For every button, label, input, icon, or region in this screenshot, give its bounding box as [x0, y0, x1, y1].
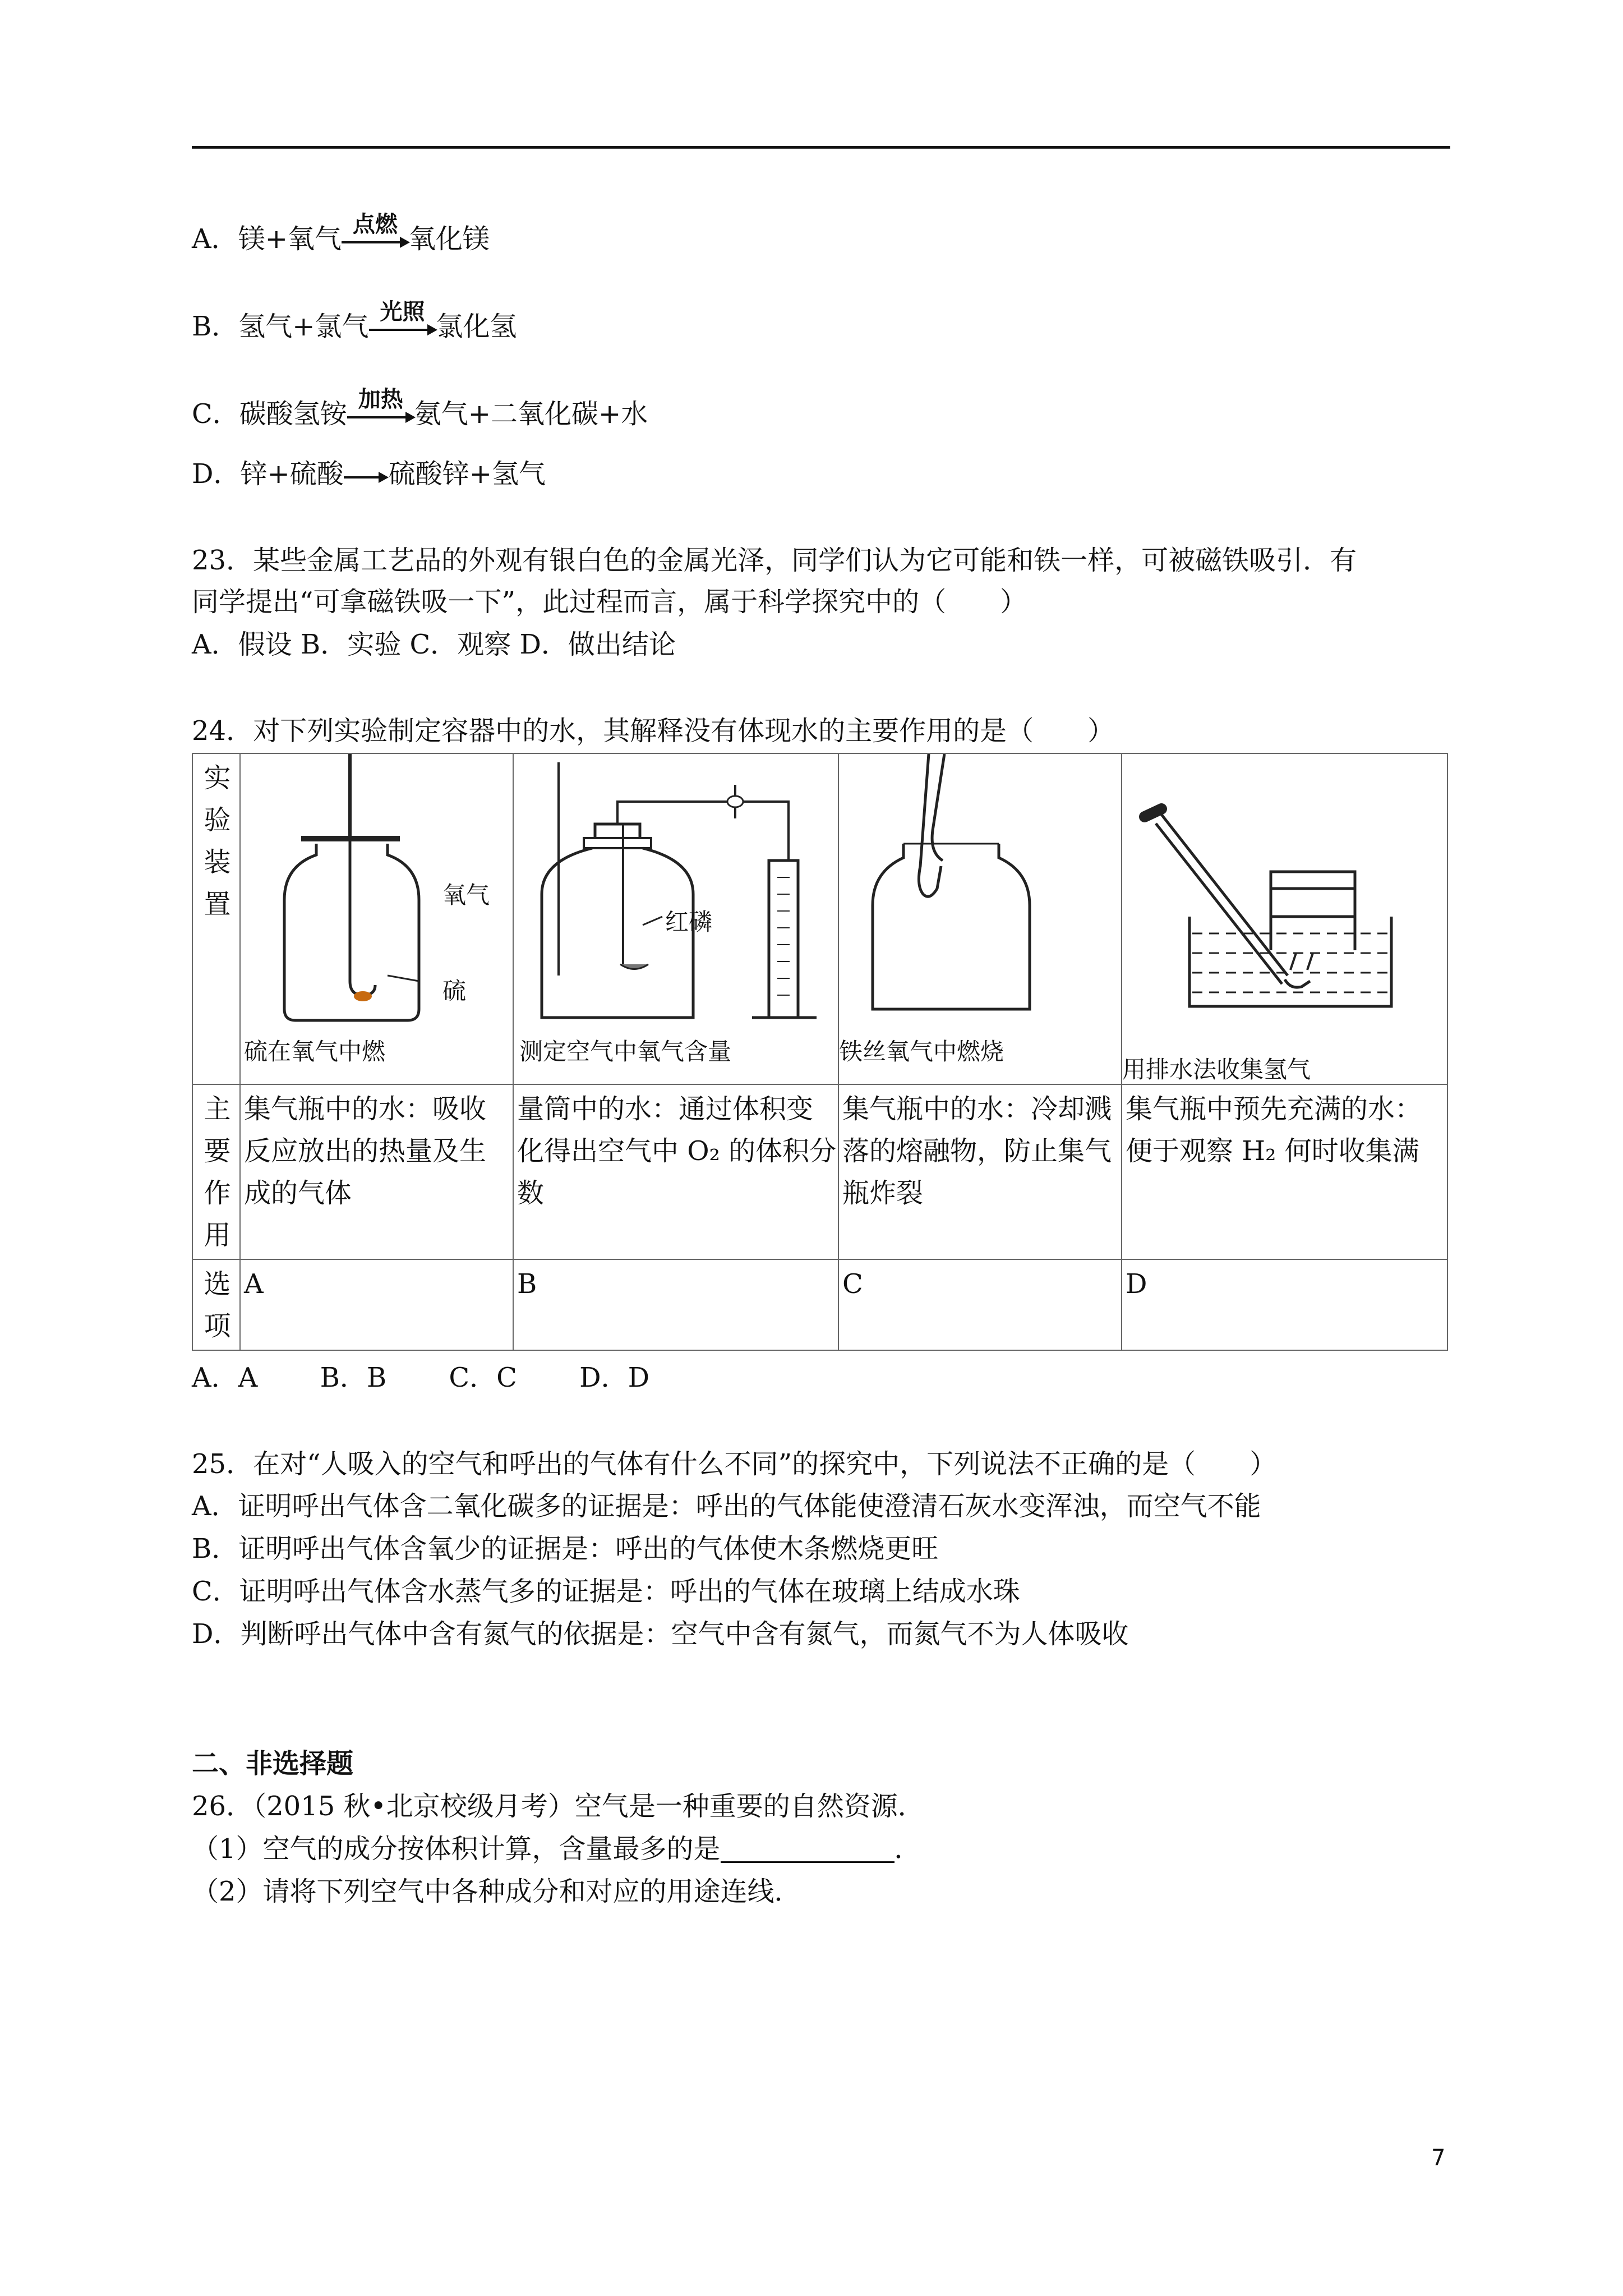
role-cell-a: 集气瓶中的水：吸收 反应放出的热量及生 成的气体 [240, 1084, 513, 1259]
option-cell-b: B [513, 1259, 838, 1350]
q26-part1: （1）空气的成分按体积计算，含量最多的是 ． [192, 1833, 921, 1865]
diagram-sulfur-burning: 氧气 硫 硫在氧气中燃 [240, 753, 513, 1084]
q25-option-b: B．证明呼出气体含氧少的证据是：呼出的气体使木条燃烧更旺 [192, 1533, 939, 1565]
diagram-hydrogen-collection: 用排水法收集氢气 [1122, 753, 1447, 1084]
reaction-arrow [344, 457, 389, 491]
q22-option-b: B．氢气+氯气 光照 氯化氢 [192, 299, 517, 342]
option-cell-d: D [1122, 1259, 1447, 1350]
role-cell-d: 集气瓶中预先充满的水： 便于观察 H₂ 何时收集满 [1122, 1084, 1447, 1259]
role-cell-c: 集气瓶中的水：冷却溅 落的熔融物，防止集气 瓶炸裂 [838, 1084, 1122, 1259]
q22-option-a: A．镁+氧气 点燃 氧化镁 [192, 211, 490, 255]
q25-option-d: D．判断呼出气体中含有氮气的依据是：空气中含有氮气，而氮气不为人体吸收 [192, 1618, 1129, 1650]
section-title: 二、非选择题 [192, 1748, 354, 1779]
role-cell-b: 量筒中的水：通过体积变 化得出空气中 O₂ 的体积分 数 [513, 1084, 838, 1259]
q26-part2: （2）请将下列空气中各种成分和对应的用途连线． [192, 1876, 801, 1907]
row-header-option: 选 项 [192, 1259, 240, 1350]
table-row-role [192, 1084, 1447, 1259]
answer-blank[interactable] [721, 1832, 895, 1863]
page-number: 7 [1431, 2145, 1446, 2171]
option-cell-a: A [240, 1259, 513, 1350]
reaction-arrow: 光照 [369, 310, 436, 343]
header-rule [192, 146, 1450, 149]
table-row-device [192, 753, 1447, 1084]
row-header-device: 实 验 装 置 [192, 753, 240, 1084]
diagram-oxygen-content: 红磷 测定空气中氧气含量 [513, 753, 838, 1084]
experiment-table [192, 753, 1448, 1351]
q25-option-c: C．证明呼出气体含水蒸气多的证据是：呼出的气体在玻璃上结成水珠 [192, 1576, 1020, 1607]
q24-stem: 24．对下列实验制定容器中的水，其解释没有体现水的主要作用的是（ ） [192, 715, 1115, 747]
q22-option-c: C．碳酸氢铵 加热 氨气+二氧化碳+水 [192, 386, 648, 430]
q25-stem: 25．在对“人吸入的空气和呼出的气体有什么不同”的探究中，下列说法不正确的是（ ） [192, 1448, 1277, 1480]
q26-stem: 26．（2015 秋•北京校级月考）空气是一种重要的自然资源． [192, 1791, 925, 1822]
table-row-option [192, 1259, 1447, 1350]
q23-stem-line1: 23．某些金属工艺品的外观有银白色的金属光泽，同学们认为它可能和铁一样，可被磁铁吸引．有 [192, 545, 1357, 576]
q25-option-a: A．证明呼出气体含二氧化碳多的证据是：呼出的气体能使澄清石灰水变浑浊，而空气不能 [192, 1490, 1261, 1522]
row-header-role: 主 要 作 用 [192, 1084, 240, 1259]
diagram-iron-burning: 铁丝氧气中燃烧 [838, 753, 1122, 1084]
q24-answer-options: A．A B．B C．C D．D [192, 1362, 650, 1393]
reaction-arrow: 加热 [347, 397, 414, 431]
q23-stem-line2: 同学提出“可拿磁铁吸一下”，此过程而言，属于科学探究中的（ ） [192, 586, 1027, 618]
q22-option-d: D．锌+硫酸 硫酸锌+氢气 [192, 458, 546, 490]
option-cell-c: C [838, 1259, 1122, 1350]
q23-options: A．假设 B．实验 C．观察 D．做出结论 [192, 629, 676, 660]
reaction-arrow: 点燃 [342, 222, 409, 256]
